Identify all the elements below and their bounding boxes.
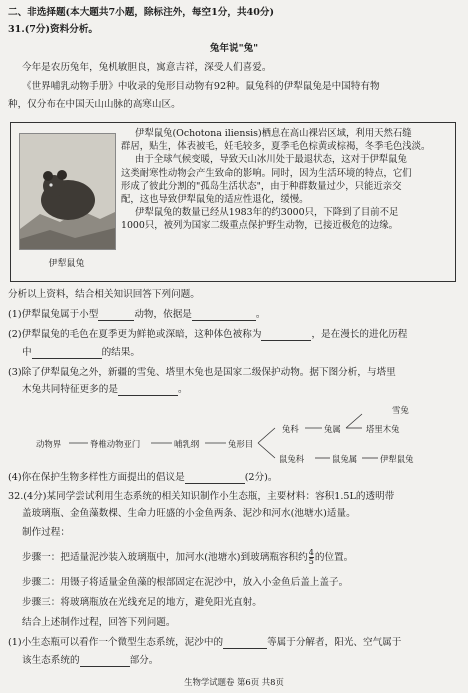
q31-part2-text: 的结果。 — [101, 347, 140, 358]
step1-text: 步骤一：把适量泥沙装入玻璃瓶中，加河水(池塘水)到玻璃瓶容积约 — [22, 552, 308, 563]
q31-part1 — [8, 308, 460, 321]
q32-instruction: 结合上述制作过程，回答下列问题。 — [22, 617, 176, 628]
passage-intro-3: 种，仅分布在中国天山山脉的高寒山区。 — [8, 99, 181, 110]
classification-diagram — [0, 396, 468, 466]
material-line: 由于全球气候变暖，导致天山冰川处于最退状态，这对于伊犁鼠兔 — [135, 154, 407, 166]
passage-intro-2: 《世界哺乳动物手册》中收录的兔形目动物有92种。鼠兔科的伊犁鼠兔是中国特有物 — [22, 81, 380, 92]
tree-species-ili: 伊犁鼠兔 — [380, 454, 414, 464]
q31-part3-text: 。 — [177, 384, 188, 395]
material-line: 伊犁鼠兔(Ochotona iliensis)栖息在高山裸岩区域，利用天然石缝 — [135, 128, 412, 139]
q31-part2-text: 中 — [22, 347, 32, 358]
material-box — [10, 122, 456, 282]
q32-process-title: 制作过程： — [22, 527, 70, 538]
tree-family-hare: 兔科 — [282, 424, 299, 434]
tree-class: 哺乳纲 — [174, 439, 200, 449]
fraction — [309, 549, 314, 566]
answer-blank[interactable] — [223, 638, 267, 649]
q32-step3: 步骤三：将玻璃瓶放在光线充足的地方，避免阳光直射。 — [22, 597, 262, 608]
q31-part3-cont — [22, 383, 460, 396]
q31-part1-text: 。 — [255, 309, 266, 320]
q31-part1-text: (1)伊犁鼠兔属于小型 — [8, 309, 99, 320]
q32-part1-cont — [22, 654, 460, 667]
q32-part1 — [8, 636, 460, 649]
answer-blank[interactable] — [185, 473, 245, 484]
tree-species-tarim: 塔里木兔 — [366, 424, 400, 434]
material-line: 伊犁鼠兔的数量已经从1983年的约3000只，下降到了目前不足 — [135, 207, 399, 219]
step1-text: 的位置。 — [314, 552, 354, 563]
tree-family-pika: 鼠兔科 — [279, 454, 305, 464]
q31-part3-text: 木兔共同特征更多的是 — [22, 384, 118, 395]
q31-part3: (3)除了伊犁鼠兔之外，新疆的雪兔、塔里木兔也是国家二级保护动物。据下图分析，与塔里 — [8, 367, 396, 378]
q31-part2 — [8, 328, 460, 341]
answer-blank[interactable] — [118, 385, 178, 396]
answer-blank[interactable] — [80, 656, 130, 667]
passage-intro-1: 今年是农历兔年，兔机敏胆良，寓意吉祥，深受人们喜爱。 — [22, 62, 272, 73]
q32-part1-text: (1)小生态瓶可以看作一个微型生态系统，泥沙中的 — [8, 637, 224, 648]
material-line: 配，这也导致伊犁鼠兔的适应性退化，缓慢。 — [121, 194, 309, 206]
q31-instruction: 分析以上资料，结合相关知识回答下列问题。 — [8, 289, 200, 300]
material-text — [121, 127, 449, 233]
tree-order: 兔形目 — [228, 439, 254, 449]
q32-heading: 32.(4分)某同学尝试利用生态系统的相关知识制作小生态瓶，主要材料：容积1.5L的透明带 — [8, 491, 395, 502]
section-heading: 二、非选择题(本大题共7小题，除标注外，每空1分，共40分) — [8, 7, 275, 18]
passage-title: 兔年说"兔" — [209, 43, 259, 54]
tree-phylum: 脊椎动物亚门 — [90, 439, 141, 449]
pika-caption: 伊犁鼠兔 — [48, 259, 85, 269]
material-line: 形成了彼此分割的"孤岛生活状态"，由于种群数量过少，只能近亲交 — [121, 180, 402, 192]
q32-part1-text: 该生态系统的 — [22, 655, 80, 666]
q31-part2-text: ，是在漫长的进化历程 — [311, 329, 408, 340]
q31-part2-text: (2)伊犁鼠兔的毛色在夏季更为鲜艳或深暗，这种体色被称为 — [8, 329, 262, 340]
pika-photo — [19, 133, 116, 250]
answer-blank[interactable] — [192, 310, 256, 321]
fraction-numerator: 4 — [308, 549, 314, 557]
q31-part4 — [8, 471, 460, 484]
tree-species-snowshoe: 雪兔 — [392, 405, 409, 415]
q32-part1-text: 部分。 — [129, 655, 159, 666]
tree-genus-pika: 鼠兔属 — [332, 454, 358, 464]
q31-part2-cont — [22, 346, 460, 359]
q31-heading: 31.(7分)资料分析。 — [8, 24, 99, 35]
answer-blank[interactable] — [261, 330, 311, 341]
answer-blank[interactable] — [32, 348, 102, 359]
q32-step2: 步骤二：用镊子将适量金鱼藻的根部固定在泥沙中，放入小金鱼后盖上盖子。 — [22, 577, 349, 588]
page-footer: 生物学试题卷 第6页 共8页 — [184, 677, 284, 687]
tree-genus-hare: 兔属 — [324, 424, 341, 434]
tree-kingdom: 动物界 — [36, 439, 62, 449]
q31-part4-text: (4)你在保护生物多样性方面提出的倡议是 — [8, 472, 185, 483]
fraction-denominator: 5 — [308, 557, 314, 566]
material-line: 1000只，被列为国家二级重点保护野生动物，已接近极危的边缘。 — [121, 220, 398, 232]
material-line: 这类耐寒性动物会产生致命的影响。同时，因为生活环境的特点，它们 — [121, 167, 412, 179]
q32-heading-cont: 盖玻璃瓶、金鱼藻数棵、生命力旺盛的小金鱼两条、泥沙和河水(池塘水)适量。 — [22, 508, 356, 519]
pika-illustration — [20, 134, 115, 249]
answer-blank[interactable] — [98, 310, 134, 321]
q31-part1-text: 动物，依据是 — [134, 309, 192, 320]
q32-step1 — [22, 549, 460, 566]
material-line: 群居，贴生，体表被毛，妊毛较多，夏季毛色棕黄或棕褐，冬季毛色浅淡。 — [121, 141, 431, 153]
q31-part4-text: (2分)。 — [244, 472, 278, 483]
q32-part1-text: 等属于分解者，阳光、空气属于 — [267, 637, 402, 648]
